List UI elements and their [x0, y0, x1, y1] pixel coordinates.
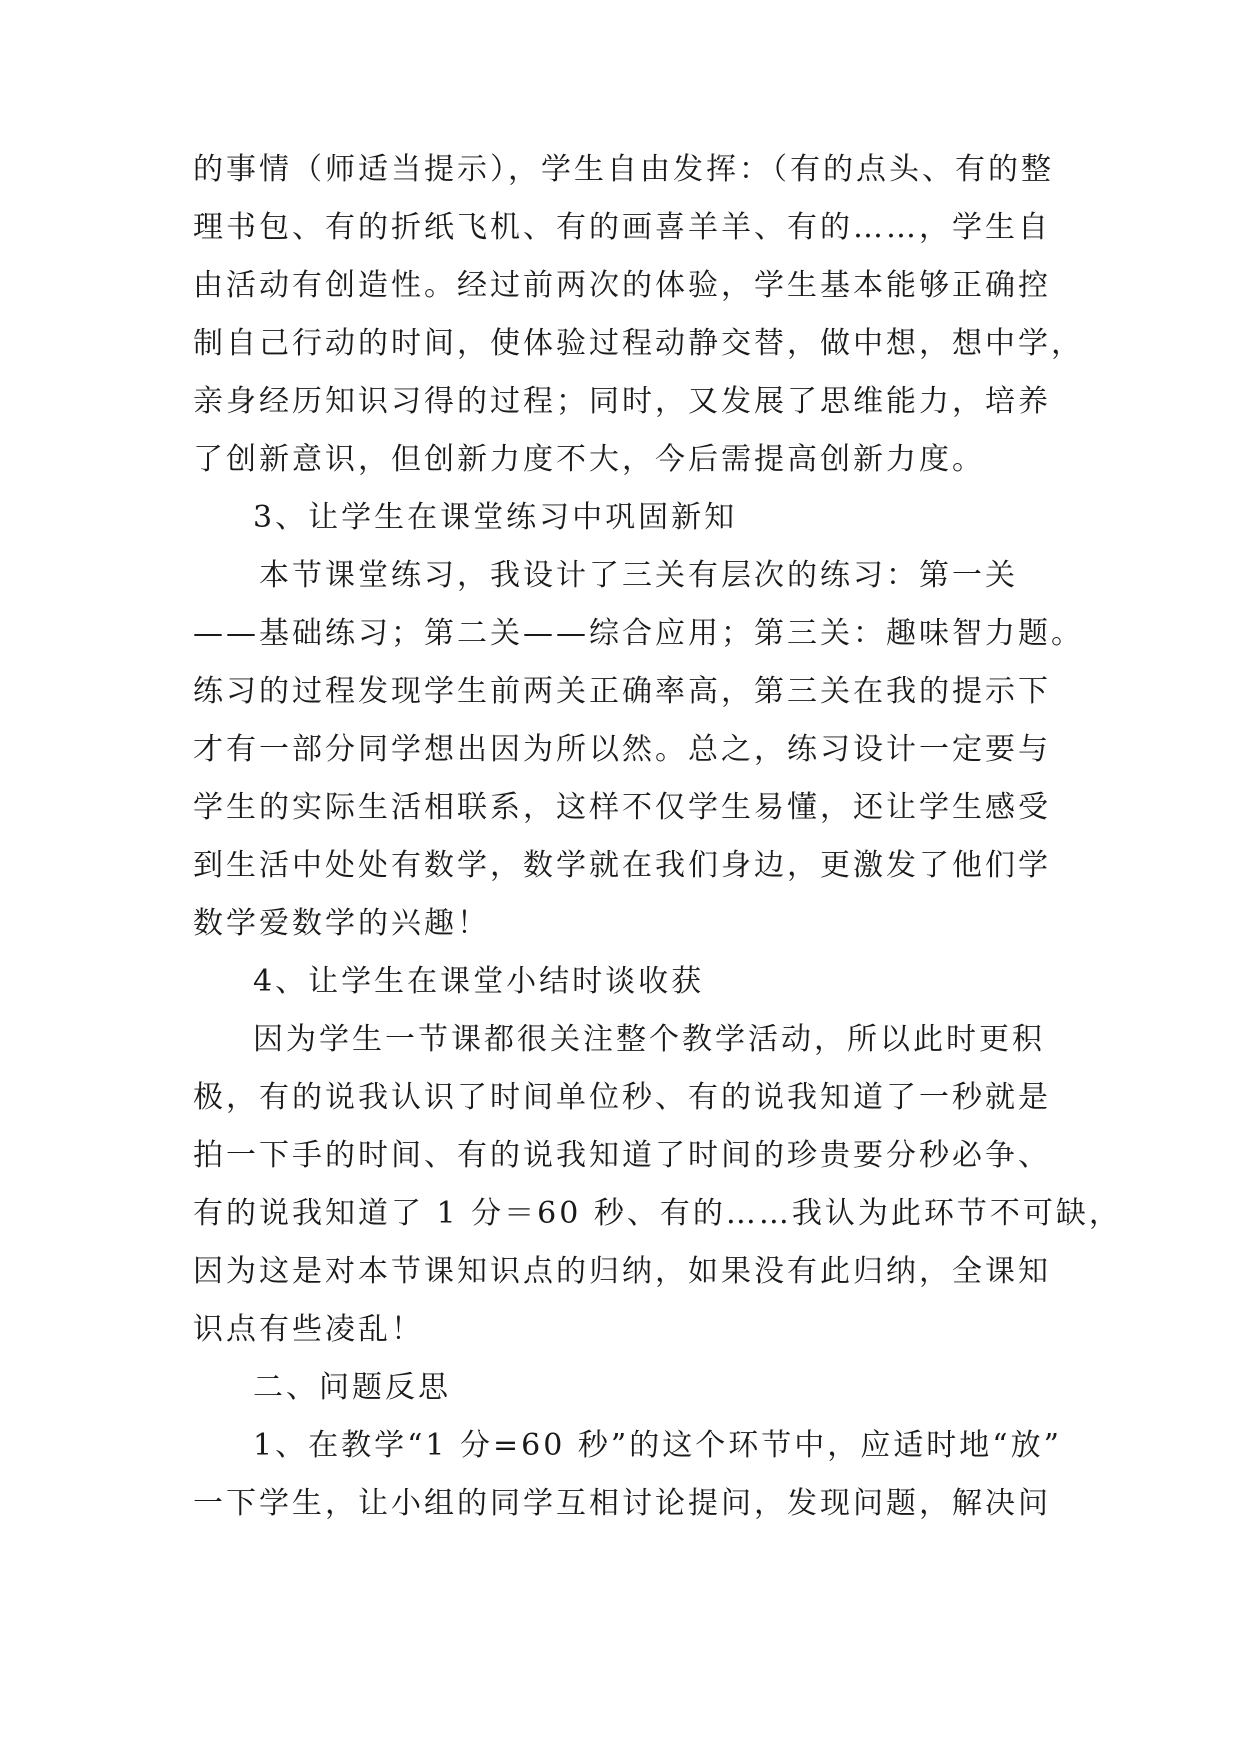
section-heading: 二、问题反思 — [253, 1370, 451, 1405]
paragraph-line: 才有一部分同学想出因为所以然。总之，练习设计一定要与 — [193, 732, 1051, 767]
paragraph-line: 学生的实际生活相联系，这样不仅学生易懂，还让学生感受 — [193, 790, 1051, 825]
paragraph-line: ——基础练习；第二关——综合应用；第三关：趣味智力题。 — [193, 616, 1084, 651]
paragraph-line: 极，有的说我认识了时间单位秒、有的说我知道了一秒就是 — [193, 1080, 1051, 1115]
paragraph-line: 亲身经历知识习得的过程；同时，又发展了思维能力，培养 — [193, 384, 1051, 419]
section-heading: 3、让学生在课堂练习中巩固新知 — [253, 500, 738, 535]
paragraph-line: 理书包、有的折纸飞机、有的画喜羊羊、有的……，学生自 — [193, 210, 1051, 245]
paragraph-line: 练习的过程发现学生前两关正确率高，第三关在我的提示下 — [193, 674, 1051, 709]
paragraph-line: 一下学生，让小组的同学互相讨论提问，发现问题，解决问 — [193, 1486, 1051, 1521]
paragraph-line: 有的说我知道了 1 分＝60 秒、有的……我认为此环节不可缺， — [193, 1196, 1122, 1231]
paragraph-line: 数学爱数学的兴趣！ — [193, 906, 490, 941]
paragraph-line: 的事情（师适当提示），学生自由发挥：（有的点头、有的整 — [193, 152, 1054, 187]
paragraph-line: 到生活中处处有数学，数学就在我们身边，更激发了他们学 — [193, 848, 1051, 883]
paragraph-line: 因为这是对本节课知识点的归纳，如果没有此归纳，全课知 — [193, 1254, 1051, 1289]
paragraph-line: 制自己行动的时间，使体验过程动静交替，做中想，想中学， — [193, 326, 1084, 361]
paragraph-line: 了创新意识，但创新力度不大，今后需提高创新力度。 — [193, 442, 985, 477]
section-heading: 4、让学生在课堂小结时谈收获 — [253, 964, 705, 999]
paragraph-line: 因为学生一节课都很关注整个教学活动，所以此时更积 — [253, 1022, 1045, 1057]
paragraph-line: 由活动有创造性。经过前两次的体验，学生基本能够正确控 — [193, 268, 1051, 303]
paragraph-line: 本节课堂练习，我设计了三关有层次的练习：第一关 — [259, 558, 1018, 593]
paragraph-line: 拍一下手的时间、有的说我知道了时间的珍贵要分秒必争、 — [193, 1138, 1051, 1173]
paragraph-line: 1、在教学“1 分=60 秒”的这个环节中，应适时地“放” — [253, 1428, 1062, 1463]
paragraph-line: 识点有些凌乱！ — [193, 1312, 424, 1347]
